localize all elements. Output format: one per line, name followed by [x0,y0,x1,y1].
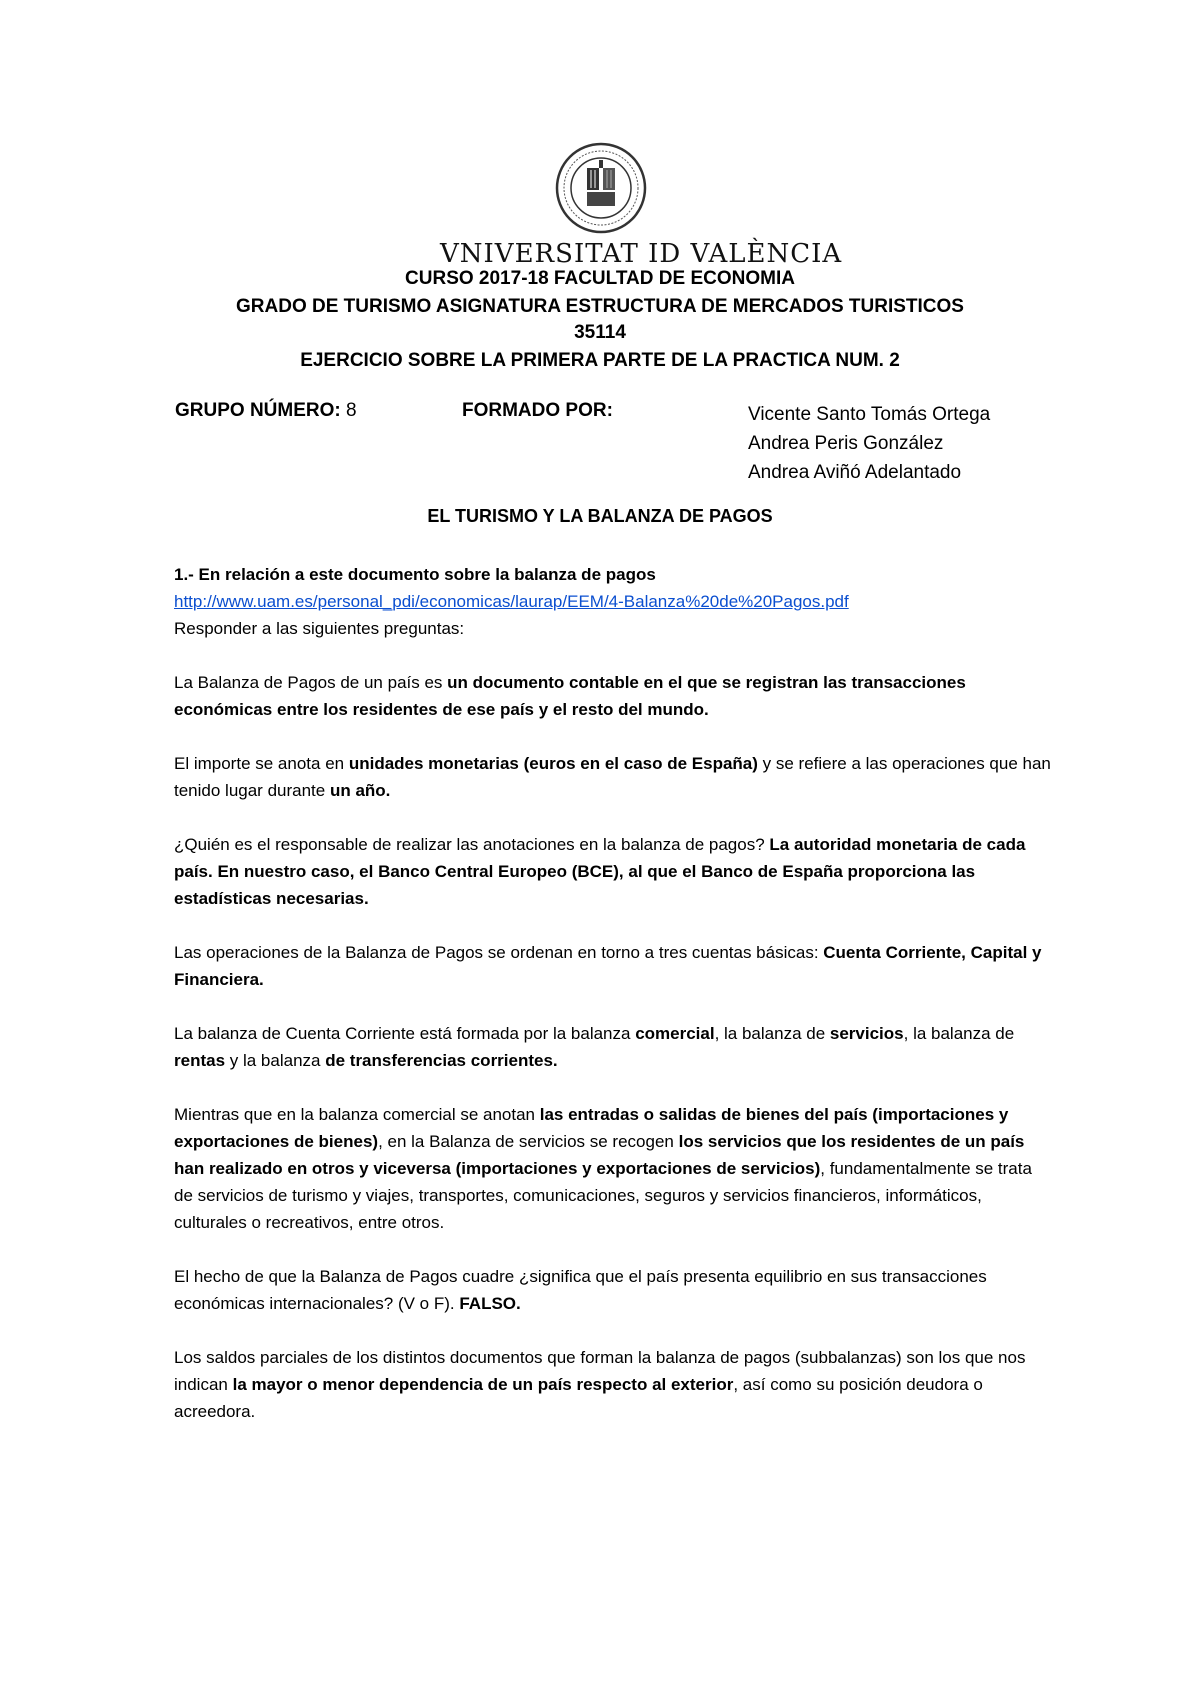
paragraph-balance-question: El hecho de que la Balanza de Pagos cuadre ¿significa que el país presenta equilibrio en sus transacciones económicas internacionales? (V o F). FALSO. [174,1267,987,1313]
paragraph-current-account: La balanza de Cuenta Corriente está formada por la balanza comercial, la balanza de servicios, la balanza de rentas y la balanza de transferencias corrientes. [174,1024,1015,1070]
member-name: Andrea Aviñó Adelantado [748,462,962,483]
university-logo [440,138,843,269]
paragraph-partial-balances: Los saldos parciales de los distintos documentos que forman la balanza de pagos (subbalanzas) son los que nos indican la mayor o menor dependencia de un país respecto al exterior, así como su posición deudora o acreedora. [174,1348,1026,1421]
member-name: Andrea Peris González [748,433,944,454]
group-number-label [175,400,357,422]
subject-code: 35114 [574,322,626,343]
exercise-heading: EJERCICIO SOBRE LA PRIMERA PARTE DE LA PRACTICA NUM. 2 [300,350,900,371]
question-title: 1.- En relación a este documento sobre la balanza de pagos [174,565,656,584]
paragraph-responsible: ¿Quién es el responsable de realizar las anotaciones en la balanza de pagos? La autoridad monetaria de cada país. En nuestro caso, el Banco Central Europeo (BCE), al que el Banco de España proporciona las estadísticas necesarias. [174,835,1026,908]
group-members [748,400,990,487]
degree-heading: GRADO DE TURISMO ASIGNATURA ESTRUCTURA DE MERCADOS TURISTICOS [236,296,964,317]
source-link[interactable]: http://www.uam.es/personal_pdi/economicas/laurap/EEM/4-Balanza%20de%20Pagos.pdf [174,592,849,611]
group-label-text: GRUPO NÚMERO: [175,400,341,421]
paragraph-units: El importe se anota en unidades monetarias (euros en el caso de España) y se refiere a las operaciones que han tenido lugar durante un año. [174,754,1051,800]
university-wordmark: VNIVERSITAT ID VALÈNCIA [440,239,843,269]
group-number-value: 8 [346,400,357,421]
paragraph-definition: La Balanza de Pagos de un país es un documento contable en el que se registran las transacciones económicas entre los residentes de ese país y el resto del mundo. [174,673,966,719]
formed-by-label: FORMADO POR: [462,400,613,421]
section-title: EL TURISMO Y LA BALANZA DE PAGOS [427,506,773,526]
member-name: Vicente Santo Tomás Ortega [748,404,991,425]
paragraph-accounts: Las operaciones de la Balanza de Pagos se ordenan en torno a tres cuentas básicas: Cuenta Corriente, Capital y Financiera. [174,943,1042,989]
course-heading: CURSO 2017-18 FACULTAD DE ECONOMIA [405,268,795,289]
source-link-line [174,588,1054,615]
instruction-text: Responder a las siguientes preguntas: [174,619,465,638]
document-body [174,561,1054,1452]
paragraph-trade-services: Mientras que en la balanza comercial se anotan las entradas o salidas de bienes del país (importaciones y exportaciones de bienes), en la Balanza de servicios se recogen los servicios que los residentes de un país han realizado en otros y viceversa (importaciones y exportaciones de servicios), fundamentalmente se trata de servicios de turismo y viajes, transportes, comunicaciones, seguros y servicios financieros, informáticos, culturales o recreativos, entre otros. [174,1105,1032,1232]
university-seal-icon [555,140,647,236]
